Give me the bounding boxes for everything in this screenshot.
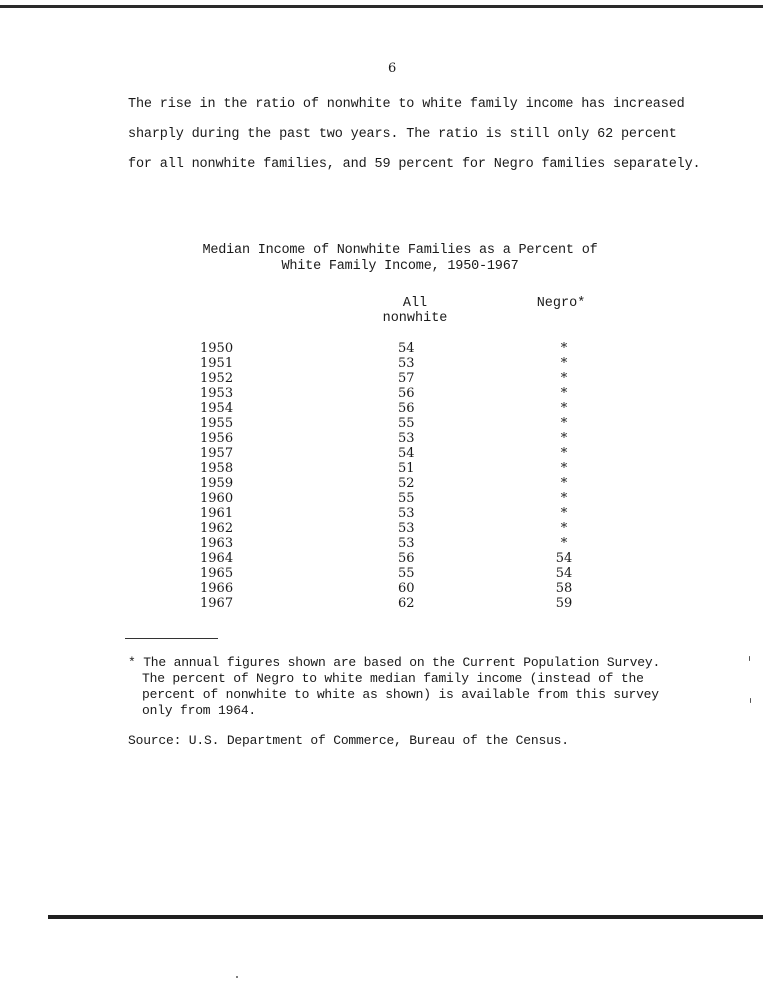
nonwhite-percent-cell: 54 — [398, 446, 415, 461]
nonwhite-percent-cell: 53 — [398, 536, 415, 551]
top-rule — [0, 5, 763, 8]
nonwhite-percent-cell: 57 — [398, 371, 415, 386]
year-cell: 1953 — [200, 386, 234, 401]
year-cell: 1957 — [200, 446, 234, 461]
table-body — [0, 341, 763, 611]
table-row — [0, 476, 763, 491]
table-row — [0, 386, 763, 401]
table-row — [0, 371, 763, 386]
negro-percent-cell: * — [560, 476, 568, 491]
intro-paragraph — [128, 90, 701, 180]
year-cell: 1960 — [200, 491, 234, 506]
nonwhite-percent-cell: 56 — [398, 401, 415, 416]
intro-line: The rise in the ratio of nonwhite to white family income has increased — [128, 97, 685, 112]
year-cell: 1956 — [200, 431, 234, 446]
negro-percent-cell: * — [560, 461, 568, 476]
table-title — [190, 243, 610, 275]
negro-percent-cell: * — [560, 521, 568, 536]
table-row — [0, 431, 763, 446]
table-row — [0, 401, 763, 416]
nonwhite-percent-cell: 62 — [398, 596, 415, 611]
nonwhite-percent-cell: 56 — [398, 551, 415, 566]
negro-percent-cell: * — [560, 416, 568, 431]
table-title-line2: White Family Income, 1950-1967 — [281, 259, 519, 274]
negro-percent-cell: * — [560, 446, 568, 461]
footnote-line: percent of nonwhite to white as shown) is available from this survey — [142, 687, 659, 702]
column-header-all-nonwhite: All nonwhite — [382, 296, 448, 326]
scan-speck — [236, 976, 238, 978]
bottom-rule — [48, 915, 763, 919]
year-cell: 1962 — [200, 521, 234, 536]
table-row — [0, 416, 763, 431]
intro-line: sharply during the past two years. The ratio is still only 62 percent — [128, 127, 677, 142]
negro-percent-cell: * — [560, 431, 568, 446]
year-cell: 1961 — [200, 506, 234, 521]
page-number: 6 — [388, 61, 397, 76]
nonwhite-percent-cell: 53 — [398, 521, 415, 536]
table-row — [0, 551, 763, 566]
negro-percent-cell: * — [560, 341, 568, 356]
negro-percent-cell: 58 — [555, 581, 573, 596]
nonwhite-percent-cell: 55 — [398, 416, 415, 431]
negro-percent-cell: * — [560, 356, 568, 371]
year-cell: 1951 — [200, 356, 234, 371]
table-row — [0, 341, 763, 356]
negro-percent-cell: 59 — [555, 596, 573, 611]
nonwhite-percent-cell: 52 — [398, 476, 415, 491]
nonwhite-percent-cell: 60 — [398, 581, 415, 596]
year-cell: 1965 — [200, 566, 234, 581]
footnote-divider — [125, 638, 218, 639]
nonwhite-percent-cell: 55 — [398, 491, 415, 506]
negro-percent-cell: * — [560, 386, 568, 401]
table-title-line1: Median Income of Nonwhite Families as a Percent of — [202, 243, 598, 258]
scan-speck — [750, 698, 751, 703]
year-cell: 1950 — [200, 341, 234, 356]
column-header-negro: Negro* — [536, 296, 586, 311]
nonwhite-percent-cell: 53 — [398, 431, 415, 446]
footnote — [128, 655, 688, 719]
table-row — [0, 446, 763, 461]
year-cell: 1954 — [200, 401, 234, 416]
table-row — [0, 506, 763, 521]
table-row — [0, 356, 763, 371]
year-cell: 1952 — [200, 371, 234, 386]
negro-percent-cell: * — [560, 506, 568, 521]
year-cell: 1964 — [200, 551, 234, 566]
year-cell: 1966 — [200, 581, 234, 596]
year-cell: 1959 — [200, 476, 234, 491]
nonwhite-percent-cell: 54 — [398, 341, 415, 356]
nonwhite-percent-cell: 53 — [398, 356, 415, 371]
year-cell: 1955 — [200, 416, 234, 431]
negro-percent-cell: * — [560, 371, 568, 386]
table-row — [0, 491, 763, 506]
intro-line: for all nonwhite families, and 59 percent for Negro families separately. — [128, 157, 701, 172]
scan-speck — [749, 656, 750, 661]
negro-percent-cell: * — [560, 491, 568, 506]
table-row — [0, 581, 763, 596]
footnote-line: * The annual figures shown are based on the Current Population Survey. — [128, 655, 661, 670]
table-row — [0, 536, 763, 551]
year-cell: 1967 — [200, 596, 234, 611]
table-row — [0, 461, 763, 476]
footnote-line: only from 1964. — [142, 703, 257, 718]
nonwhite-percent-cell: 56 — [398, 386, 415, 401]
table-row — [0, 596, 763, 611]
negro-percent-cell: 54 — [555, 551, 573, 566]
nonwhite-percent-cell: 55 — [398, 566, 415, 581]
nonwhite-percent-cell: 53 — [398, 506, 415, 521]
table-row — [0, 521, 763, 536]
source-note: Source: U.S. Department of Commerce, Bureau of the Census. — [128, 733, 569, 748]
footnote-line: The percent of Negro to white median family income (instead of the — [142, 671, 644, 686]
negro-percent-cell: 54 — [555, 566, 573, 581]
negro-percent-cell: * — [560, 401, 568, 416]
nonwhite-percent-cell: 51 — [398, 461, 415, 476]
year-cell: 1963 — [200, 536, 234, 551]
year-cell: 1958 — [200, 461, 234, 476]
negro-percent-cell: * — [560, 536, 568, 551]
table-row — [0, 566, 763, 581]
